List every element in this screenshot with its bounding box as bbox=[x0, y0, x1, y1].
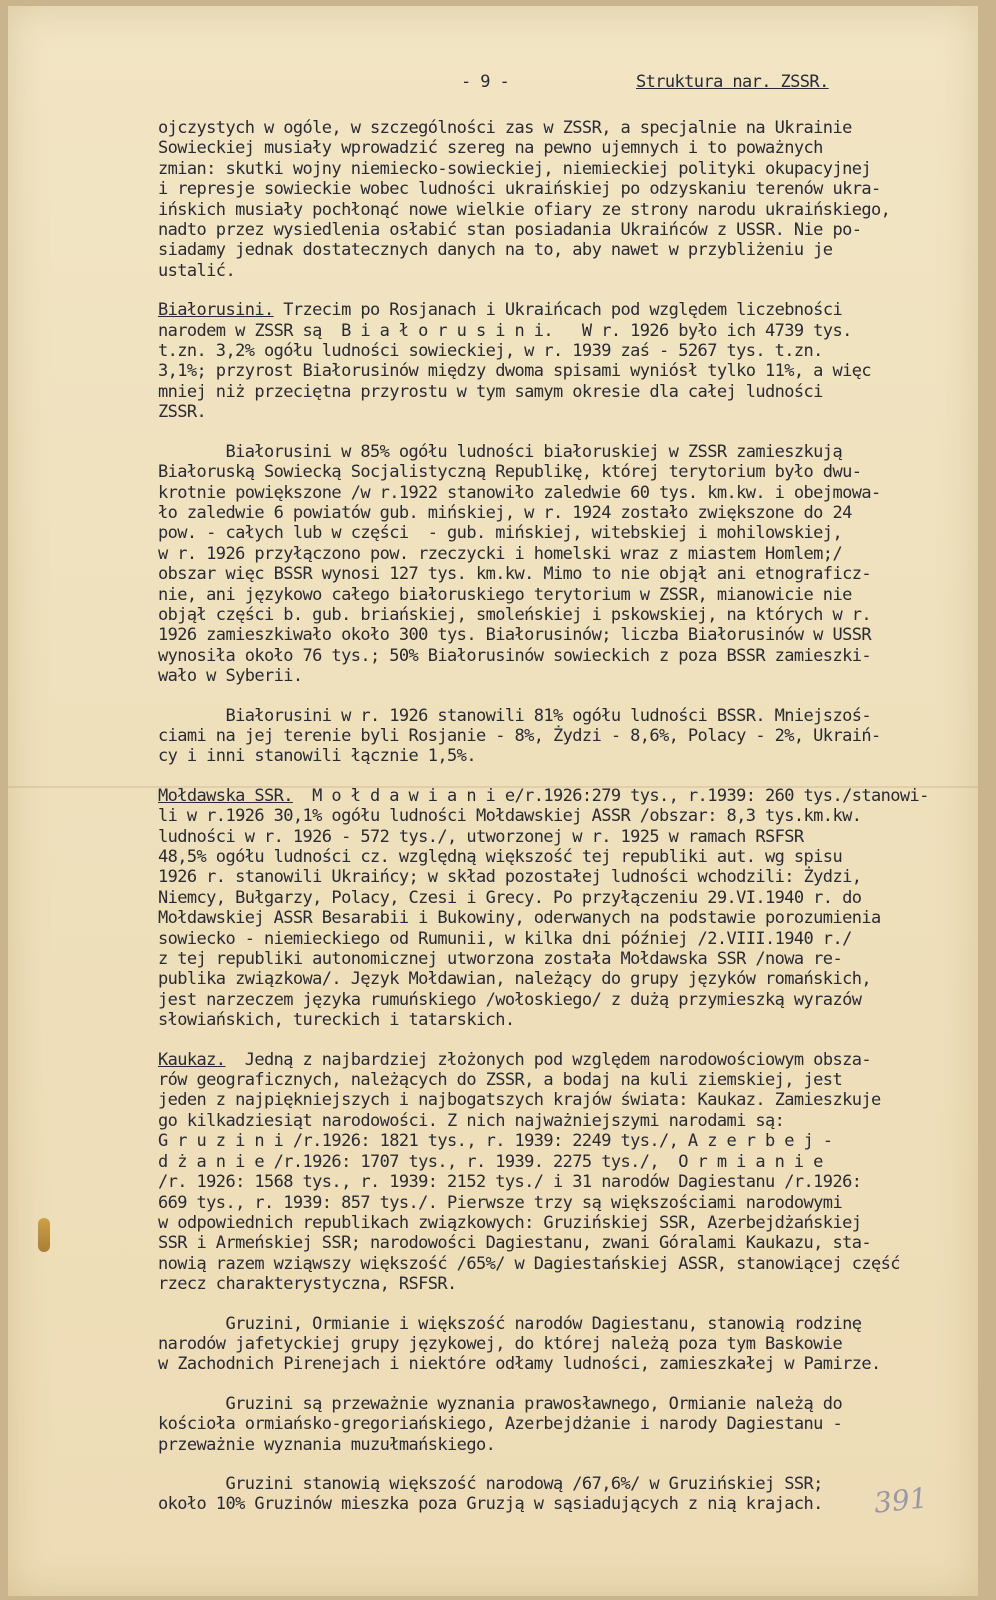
text-line bbox=[158, 544, 958, 564]
section-heading: Mołdawska SSR. bbox=[158, 785, 293, 806]
paragraph-gap bbox=[158, 767, 958, 786]
text-line bbox=[158, 585, 958, 605]
paragraph bbox=[158, 442, 958, 687]
section-heading: Białorusini. bbox=[158, 300, 274, 321]
text-line bbox=[158, 1394, 958, 1414]
line-text: ustalić. bbox=[158, 260, 236, 281]
line-text: krotnie powiększone /w r.1922 stanowiło zaledwie 60 tys. km.kw. i obejmowa- bbox=[158, 482, 881, 503]
line-text: 48,5% ogółu ludności cz. względną większość tej republiki aut. wg spisu bbox=[158, 847, 843, 867]
text-line bbox=[158, 1090, 958, 1110]
line-text: sowiecko - niemieckiego od Rumunii, w kilka dni później /2.VIII.1940 r./ bbox=[158, 928, 852, 949]
line-text: ciami na jej terenie byli Rosjanie - 8%, Żydzi - 8,6%, Polacy - 2%, Ukraiń- bbox=[158, 725, 881, 746]
text-line bbox=[158, 220, 958, 240]
text-line bbox=[158, 402, 958, 422]
line-text: 1926 r. stanowili Ukraińcy; w skład pozostałej ludności wchodzili: Żydzi, bbox=[158, 867, 862, 888]
line-text: ZSSR. bbox=[158, 402, 207, 423]
line-text: d ż a n i e /r.1926: 1707 tys., r. 1939. 2275 tys./, O r m i a n i e bbox=[158, 1151, 823, 1172]
page-header bbox=[8, 72, 978, 96]
line-text: przeważnie wyznania muzułmańskiego. bbox=[158, 1434, 496, 1455]
text-line bbox=[158, 1254, 958, 1274]
paragraph bbox=[158, 300, 958, 422]
text-line bbox=[158, 261, 958, 281]
text-line bbox=[158, 1314, 958, 1334]
line-text: rów geograficznych, należących do ZSSR, a bodaj na kuli ziemskiej, jest bbox=[158, 1070, 843, 1091]
text-line bbox=[158, 847, 958, 867]
line-text: słowiańskich, tureckich i tatarskich. bbox=[158, 1010, 515, 1031]
line-text: Trzecim po Rosjanach i Ukraińcach pod względem liczebności bbox=[273, 300, 843, 321]
text-line bbox=[158, 908, 958, 928]
line-text: objął części b. gub. briańskiej, smoleńskiej i pskowskiej, na których w r. bbox=[158, 604, 871, 625]
line-text: Białorusini w r. 1926 stanowili 81% ogółu ludności BSSR. Mniejszoś- bbox=[158, 705, 871, 726]
line-text: G r u z i n i /r.1926: 1821 tys., r. 1939: 2249 tys./, A z e r b e j - bbox=[158, 1131, 833, 1152]
text-line bbox=[158, 827, 958, 847]
text-line bbox=[158, 179, 958, 199]
text-line bbox=[158, 503, 958, 523]
text-line bbox=[158, 806, 958, 826]
page-number: - 9 - bbox=[461, 72, 510, 92]
text-line bbox=[158, 1414, 958, 1434]
paragraph bbox=[158, 1394, 958, 1455]
line-text: publika związkowa/. Język Mołdawian, należący do grupy języków romańskich, bbox=[158, 969, 871, 990]
text-line bbox=[158, 1193, 958, 1213]
paragraph-gap bbox=[158, 281, 958, 300]
text-line bbox=[158, 523, 958, 543]
line-text: w odpowiednich republikach związkowych: Gruzińskiej SSR, Azerbejdżańskiej bbox=[158, 1212, 862, 1233]
document-page bbox=[8, 6, 978, 1596]
line-text: nowią razem wziąwszy większość /65%/ w Dagiestańskiej ASSR, stanowiącej część bbox=[158, 1253, 900, 1274]
section-heading: Kaukaz. bbox=[158, 1049, 226, 1070]
line-text: Gruzini są przeważnie wyznania prawosławnego, Ormianie należą do bbox=[158, 1393, 843, 1414]
line-text: w Zachodnich Pirenejach i niektóre odłamy ludności, zamieszkałej w Pamirze. bbox=[158, 1354, 881, 1375]
paragraph-gap bbox=[158, 1455, 958, 1474]
text-line bbox=[158, 1131, 958, 1151]
binding-staple-mark bbox=[38, 1218, 50, 1252]
text-line bbox=[158, 969, 958, 989]
line-text: wynosiła około 76 tys.; 50% Białorusinów sowieckich z poza BSSR zamieszki- bbox=[158, 645, 871, 666]
line-text: wało w Syberii. bbox=[158, 666, 303, 687]
line-text: siadamy jednak dostatecznych danych na to, aby nawet w przybliżeniu je bbox=[158, 240, 833, 261]
paragraph bbox=[158, 786, 958, 1031]
paragraph-gap bbox=[158, 1295, 958, 1314]
line-text: nie, ani językowo całego białoruskiego terytorium w ZSSR, mianowicie nie bbox=[158, 584, 852, 605]
text-line bbox=[158, 706, 958, 726]
paragraph bbox=[158, 1474, 958, 1515]
line-text: nadto przez wysiedlenia osłabić stan posiadania Ukraińców z USSR. Nie po- bbox=[158, 220, 862, 241]
text-line bbox=[158, 1111, 958, 1131]
text-line bbox=[158, 625, 958, 645]
text-line bbox=[158, 159, 958, 179]
text-line bbox=[158, 1070, 958, 1090]
line-text: Białoruską Sowiecką Socjalistyczną Republikę, której terytorium było dwu- bbox=[158, 462, 862, 483]
text-line bbox=[158, 1152, 958, 1172]
line-text: ojczystych w ogóle, w szczególności zas w ZSSR, a specjalnie na Ukrainie bbox=[158, 118, 852, 138]
line-text: obszar więc BSSR wynosi 127 tys. km.kw. Mimo to nie objął ani etnograficz- bbox=[158, 564, 871, 585]
text-line bbox=[158, 1050, 958, 1070]
archive-page-number: 391 bbox=[872, 1481, 930, 1520]
text-line bbox=[158, 442, 958, 462]
text-line bbox=[158, 666, 958, 686]
paragraph-gap bbox=[158, 423, 958, 442]
line-text: Niemcy, Bułgarzy, Polacy, Czesi i Grecy. Po przyłączeniu 29.VI.1940 r. do bbox=[158, 887, 862, 908]
line-text: Białorusini w 85% ogółu ludności białoruskiej w ZSSR zamieszkują bbox=[158, 441, 843, 462]
line-text: ińskich musiały pochłonąć nowe wielkie ofiary ze strony narodu ukraińskiego, bbox=[158, 199, 891, 220]
text-line bbox=[158, 1494, 958, 1514]
line-text: li w r.1926 30,1% ogółu ludności Mołdawskiej ASSR /obszar: 8,3 tys.km.kw. bbox=[158, 806, 862, 827]
line-text: cy i inni stanowili łącznie 1,5%. bbox=[158, 746, 476, 767]
paragraph bbox=[158, 118, 958, 281]
text-line bbox=[158, 1274, 958, 1294]
text-line bbox=[158, 382, 958, 402]
paragraph bbox=[158, 1050, 958, 1295]
text-line bbox=[158, 949, 958, 969]
paragraph-gap bbox=[158, 1031, 958, 1050]
text-line bbox=[158, 118, 958, 138]
text-line bbox=[158, 564, 958, 584]
text-line bbox=[158, 786, 958, 806]
line-text: Jedną z najbardziej złożonych pod względem narodowościowym obsza- bbox=[225, 1049, 871, 1070]
line-text: zmian: skutki wojny niemiecko-sowieckiej, niemieckiej polityki okupacyjnej bbox=[158, 158, 871, 179]
text-line bbox=[158, 990, 958, 1010]
paragraph bbox=[158, 706, 958, 767]
text-line bbox=[158, 746, 958, 766]
text-line bbox=[158, 462, 958, 482]
text-line bbox=[158, 1213, 958, 1233]
line-text: ło zaledwie 6 powiatów gub. mińskiej, w r. 1924 zostało zwiększone do 24 bbox=[158, 502, 852, 523]
text-line bbox=[158, 138, 958, 158]
line-text: SSR i Armeńskiej SSR; narodowości Dagiestanu, zwani Góralami Kaukazu, sta- bbox=[158, 1233, 871, 1254]
text-line bbox=[158, 605, 958, 625]
line-text: Gruzini stanowią większość narodową /67,6%/ w Gruzińskiej SSR; bbox=[158, 1473, 823, 1494]
line-text: pow. - całych lub w części - gub. mińskiej, witebskiej i mohilowskiej, bbox=[158, 523, 843, 544]
text-line bbox=[158, 1474, 958, 1494]
line-text: go kilkadziesiąt narodowości. Z nich najważniejszymi narodami są: bbox=[158, 1110, 785, 1131]
line-text: około 10% Gruzinów mieszka poza Gruzją w sąsiadujących z nią krajach. bbox=[158, 1494, 823, 1515]
body-text bbox=[158, 118, 958, 1515]
line-text: /r. 1926: 1568 tys., r. 1939: 2152 tys./ i 31 narodów Dagiestanu /r.1926: bbox=[158, 1172, 862, 1193]
text-line bbox=[158, 300, 958, 320]
text-line bbox=[158, 867, 958, 887]
line-text: i represje sowieckie wobec ludności ukraińskiej po odzyskaniu terenów ukra- bbox=[158, 179, 881, 200]
text-line bbox=[158, 240, 958, 260]
line-text: 3,1%; przyrost Białorusinów między dwoma spisami wyniósł tylko 11%, a więc bbox=[158, 361, 871, 382]
text-line bbox=[158, 646, 958, 666]
text-line bbox=[158, 321, 958, 341]
line-text: Sowieckiej musiały wprowadzić szereg na pewno ujemnych i to poważnych bbox=[158, 138, 823, 159]
text-line bbox=[158, 1435, 958, 1455]
line-text: mniej niż przeciętna przyrostu w tym samym okresie dla całej ludności bbox=[158, 381, 823, 402]
line-text: 669 tys., r. 1939: 857 tys./. Pierwsze trzy są większościami narodowymi bbox=[158, 1192, 843, 1213]
text-line bbox=[158, 888, 958, 908]
line-text: Gruzini, Ormianie i większość narodów Dagiestanu, stanowią rodzinę bbox=[158, 1313, 862, 1334]
text-line bbox=[158, 483, 958, 503]
line-text: narodów jafetyckiej grupy językowej, do której należą poza tym Baskowie bbox=[158, 1333, 843, 1354]
text-line bbox=[158, 1172, 958, 1192]
text-line bbox=[158, 929, 958, 949]
line-text: jeden z najpiękniejszych i najbogatszych krajów świata: Kaukaz. Zamieszkuje bbox=[158, 1090, 881, 1111]
line-text: jest narzeczem języka rumuńskiego /wołoskiego/ z dużą przymieszką wyrazów bbox=[158, 989, 862, 1010]
text-line bbox=[158, 1010, 958, 1030]
running-title: Struktura nar. ZSSR. bbox=[636, 72, 829, 92]
line-text: z tej republiki autonomicznej utworzona została Mołdawska SSR /nowa re- bbox=[158, 949, 843, 970]
line-text: M o ł d a w i a n i e/r.1926:279 tys., r.1939: 260 tys./stanowi- bbox=[292, 785, 929, 806]
line-text: rzecz charakterystyczna, RSFSR. bbox=[158, 1274, 457, 1295]
paragraph bbox=[158, 1314, 958, 1375]
line-text: t.zn. 3,2% ogółu ludności sowieckiej, w r. 1939 zaś - 5267 tys. t.zn. bbox=[158, 341, 823, 362]
line-text: w r. 1926 przyłączono pow. rzeczycki i homelski wraz z miastem Homlem;/ bbox=[158, 543, 843, 564]
text-line bbox=[158, 1334, 958, 1354]
text-line bbox=[158, 1233, 958, 1253]
text-line bbox=[158, 341, 958, 361]
paragraph-gap bbox=[158, 1375, 958, 1394]
line-text: Mołdawskiej ASSR Besarabii i Bukowiny, oderwanych na podstawie porozumienia bbox=[158, 908, 881, 929]
line-text: ludności w r. 1926 - 572 tys./, utworzonej w r. 1925 w ramach RSFSR bbox=[158, 826, 804, 847]
line-text: narodem w ZSSR są B i a ł o r u s i n i. W r. 1926 było ich 4739 tys. bbox=[158, 320, 852, 341]
line-text: 1926 zamieszkiwało około 300 tys. Białorusinów; liczba Białorusinów w USSR bbox=[158, 625, 871, 646]
text-line bbox=[158, 726, 958, 746]
text-line bbox=[158, 200, 958, 220]
paragraph-gap bbox=[158, 687, 958, 706]
line-text: kościoła ormiańsko-gregoriańskiego, Azerbejdżanie i narody Dagiestanu - bbox=[158, 1414, 843, 1435]
text-line bbox=[158, 361, 958, 381]
text-line bbox=[158, 1354, 958, 1374]
